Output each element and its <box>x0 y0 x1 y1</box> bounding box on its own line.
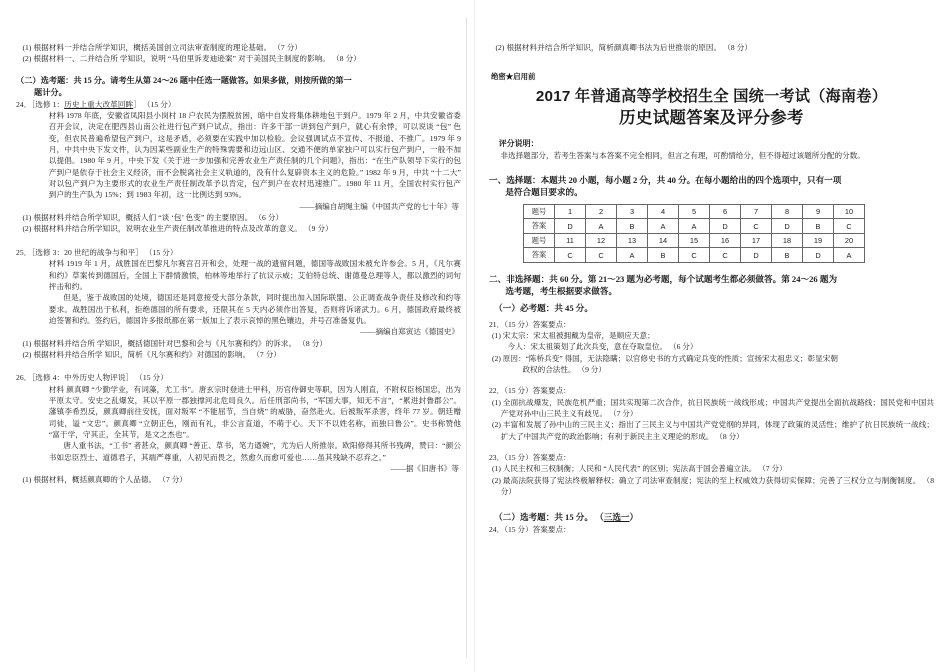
table-cell: C <box>710 248 741 263</box>
material-text-25-p1: 1919 年 1 月，战胜国在巴黎凡尔赛宫召开和会，处理一战的遗留问题，德国等战败国未被允许参会。5 月，《凡尔赛和约》草案传到德国后，全国上下群情激愤，柏林等地举行了抗议示威；艾伯特总统、谢德曼总理等人，都以激烈的词句抨击和约。 <box>48 259 461 291</box>
table-cell: 16 <box>710 233 741 248</box>
material-label-26: 材料 <box>48 384 65 394</box>
table-cell: 14 <box>648 233 679 248</box>
answer-table-wrapper <box>489 199 934 263</box>
table-cell: 12 <box>586 233 617 248</box>
answer-21-line4: 政权的合法性。 （9 分） <box>522 365 606 375</box>
optional-section-heading-line1: （二）选考题：共 15 分。请考生从第 24～26 题中任选一题做答。如果多做，则按所做的第一 <box>16 75 352 85</box>
optional-heading-suffix: ） <box>629 512 639 523</box>
answer-22-label: （15 分）答案要点： <box>504 386 571 396</box>
scoring-note-body: 非选择题部分，若考生答案与本答案不完全相同，但言之有理，可酌情给分，但不得超过该题所分配的分数。 <box>500 151 865 161</box>
table-cell: 11 <box>555 233 586 248</box>
question-25-source: ——摘编自郑寅达《德国史》 <box>360 327 459 337</box>
answer-21-line1: (1) 宋太宗：宋太祖被拥戴为皇帝，是顺应天意； <box>492 331 655 340</box>
table-cell: 15 <box>679 233 710 248</box>
question-25-material-p2: 但是，鉴于战败国的处境，德国还是同意接受大部分条款，同时提出加入国际联盟、公正调查战争责任及修改和约等要求。战胜国出于私利，拒绝德国的所有要求，还限其在 5 天内必须作出答复，否则将诉诸武力。6 月，德国政府最终被迫签署和约。签约后，德国许多报纸都在第一版加上了表示哀悼的黑色镶边，并号召准备复仇。 <box>48 293 461 325</box>
answer-23-header <box>489 452 934 463</box>
section-1-heading <box>489 174 934 199</box>
material-label-24: 材料 <box>48 111 65 121</box>
table-cell: C <box>834 219 865 234</box>
table-row-answers-2 <box>524 248 865 263</box>
answer-21-number: 21． <box>489 319 505 329</box>
question-25-number: 25． <box>16 247 32 257</box>
table-cell: C <box>555 248 586 263</box>
table-cell: D <box>710 219 741 234</box>
table-row-question-numbers-2 <box>524 233 865 248</box>
question-26-sub2: (2) 根据材料并结合所学知识，简析颜真卿书法为后世推崇的原因。 （8 分） <box>495 43 753 52</box>
exam-title-line2: 历史试题答案及评分参考 <box>619 109 804 128</box>
row-header-question: 题号 <box>524 233 555 248</box>
question-24-bracket-suffix: ］ （15 分） <box>133 99 176 109</box>
question-24-topic: 历史上重大改革回眸 <box>64 99 134 109</box>
table-cell: B <box>617 219 648 234</box>
answer-24-header <box>489 524 934 535</box>
table-row-question-numbers-1 <box>524 204 865 219</box>
answer-21-header <box>489 319 934 330</box>
table-cell: 20 <box>834 233 865 248</box>
exam-title-line1: 2017 年普通高等学校招生全 国统一考试（海南卷） <box>535 88 888 106</box>
answer-22-line2: (2) 丰富和发展了孙中山的三民主义；指出了三民主义与中国共产党党纲的异同，体现了政策的灵活性；维护了抗日民族统一战线；扩大了中国共产党的政治影响；有利于新民主主义理论的形成。 （8 分） <box>492 420 934 441</box>
table-row-answers-1 <box>524 219 865 234</box>
answer-24-number: 24． <box>489 525 505 535</box>
table-cell: 2 <box>586 204 617 219</box>
answer-22-line1: (1) 全面抗战爆发，民族危机严重；国共实现第二次合作，抗日民族统一战线形成；中国共产党提出全面抗战路线；国民党和中国共产党对孙中山三民主义有歧见。 （7 分） <box>492 397 934 419</box>
required-section-subheading: （一）必考题：共 45 分。 <box>494 303 593 314</box>
answer-21-line3: (2) 原因：“陈桥兵变” 得国，无法隐瞒；以官修史书的方式确定兵变的性质；宣扬宋太祖忠义；彰显宋朝 <box>492 353 838 363</box>
table-cell: 5 <box>679 204 710 219</box>
material-text-26-p1: 颜真卿 “少勤学业，有词藻，尤工书”。唐玄宗时登进士甲科，历官侍御史等职，因为人刚直，不附权臣杨国忠，出为平原太守。安史之乱爆发，其以平原一郡独撑河北危局良久。后任刑部尚书，“军国大事，知无不言”，“累进封鲁郡公”。藩镇李希烈反，颜真卿前往安抚，面对叛军 “不能屈节，当自烧” 的威胁，奋然赴火。后被叛军杀害，终年 77 岁。朝廷赠司徒，谥 “文忠”。颜真卿 “立朝正色，刚而有礼，非公言直道，不萌于心。天下不以姓名称，而独曰鲁公”。史书称赞他 “富于学，守其正，全其节，是文之杰也”。 <box>48 384 461 439</box>
question-25-material-p1 <box>49 258 461 292</box>
table-cell: 8 <box>772 204 803 219</box>
answer-22-number: 22． <box>489 386 505 396</box>
table-cell: A <box>586 219 617 234</box>
left-page-edge <box>466 18 467 658</box>
question-25-bracket: ［选修 3：20 世纪的战争与和平］ （15 分） <box>31 247 178 257</box>
table-cell: B <box>803 219 834 234</box>
question-25-sub1: (1) 根据材料并结合所 学知识，概括德国针对巴黎和会与《凡尔赛和约》的诉求。 （8 分） <box>22 338 328 348</box>
question-23-sub2: (2) 根据材料一、二并结合所 学知识，说明 “马伯里诉麦迪逊案” 对于美国民主制度的影响。 （8 分） <box>22 54 361 64</box>
optional-section-heading-line2: 题计分。 <box>34 87 67 97</box>
answer-21-line2: 今人：宋太祖策划了此次兵变，意在夺取皇位。 （6 分） <box>507 342 698 352</box>
section-1-heading-line2: 是符合题目要求的。 <box>505 187 583 198</box>
table-cell: 3 <box>617 204 648 219</box>
table-cell: A <box>834 248 865 263</box>
table-cell: 19 <box>803 233 834 248</box>
table-cell: 1 <box>555 204 586 219</box>
row-header-answer: 答案 <box>524 219 555 234</box>
question-25-header <box>16 247 461 258</box>
question-24-bracket-prefix: ［选修 1： <box>31 99 65 109</box>
table-cell: 18 <box>772 233 803 248</box>
question-24-material <box>49 110 461 201</box>
table-cell: 10 <box>834 204 865 219</box>
question-26-source: ——据《旧唐书》等 <box>390 464 459 473</box>
optional-heading-prefix: （二）选考题：共 15 分。 （ <box>494 512 604 523</box>
question-25-sub2: (2) 根据材料并结合所学 知识，简析《凡尔赛和约》对德国的影响。 （7 分） <box>22 349 282 359</box>
section-1-heading-line1: 一、选择题：本题共 20 小题，每小题 2 分，共 40 分。在每小题给出的四个选项中，只有一项 <box>489 174 842 185</box>
table-cell: 17 <box>741 233 772 248</box>
table-cell: A <box>648 219 679 234</box>
question-23-sub1: (1) 根据材料一并结合所学知识，概括美国创立司法审查制度的理论基础。 （7 分） <box>22 43 303 52</box>
row-header-question: 题号 <box>524 204 555 219</box>
question-26-header <box>16 372 461 383</box>
optional-section-heading <box>16 75 461 99</box>
section-2-heading-line2: 选考题，考生根据要求做答。 <box>505 286 618 297</box>
table-cell: A <box>679 219 710 234</box>
question-24-sub2: (2) 根据材料并结合所学知识，说明农业生产责任制改革推进的特点及改革的意义。 （9 分） <box>22 224 333 234</box>
question-26-sub1: (1) 根据材料，概括颜真卿的个人品德。 （7 分） <box>22 475 188 485</box>
section-2-heading-line1: 二、非选择题：共 60 分。第 21～23 题为必考题，每个试题考生都必须做答。第 24～26 题为 <box>489 273 838 284</box>
answer-23-line2: (2) 最高法院获得了宪法终极解释权；确立了司法审查制度；宪法的至上权威效力获得切实保障；完善了三权分立与制衡制度。 （8 分） <box>492 475 934 497</box>
table-cell: C <box>586 248 617 263</box>
question-26-bracket: ［选修 4：中外历史人物评说］ （15 分） <box>31 373 168 383</box>
table-cell: A <box>617 248 648 263</box>
answer-22-header <box>489 385 934 396</box>
table-cell: 4 <box>648 204 679 219</box>
table-cell: 6 <box>710 204 741 219</box>
answer-23-line1: (1) 人民主权和三权制衡；人民和 “人民代表” 的区别；宪法高于国会普遍立法。 （7 分） <box>492 464 787 474</box>
optional-section-heading-right <box>489 511 934 524</box>
table-cell: 13 <box>617 233 648 248</box>
question-24-header <box>16 99 461 110</box>
table-cell: C <box>679 248 710 263</box>
answer-24-label: （15 分）答案要点： <box>504 525 571 535</box>
answer-21-label: （15 分）答案要点： <box>504 319 571 329</box>
section-2-heading <box>489 273 934 298</box>
table-cell: D <box>772 219 803 234</box>
answer-23-number: 23． <box>489 453 505 463</box>
question-26-material-p1 <box>49 384 461 441</box>
question-24-sub1: (1) 根据材料并结合所学知识，概括人们 “谈 ‘包’ 色变” 的主要原因。 （6 分） <box>22 213 284 223</box>
row-header-answer: 答案 <box>524 248 555 263</box>
table-cell: B <box>648 248 679 263</box>
table-cell: B <box>772 248 803 263</box>
table-cell: D <box>741 248 772 263</box>
right-page <box>475 0 950 672</box>
material-text-24: 1978 年底，安徽省凤阳县小岗村 18 户农民为摆脱贫困，暗中自发将集体耕地包干到户。1979 年 2 月，中共安徽省委召开会议，决定在肥西县山南公社进行包产到户试点，指出：许多干部一讲到包产到户，就心有余悸，可以说谈 “包” 色变，但农民普遍希望包产到户，这是矛盾，必须要在实践中加以检验。会议强调试点不宣传、不报道、不推广。1979 年 9 月，中共中央下发文件，认为因某些副业生产的特殊需要和边远山区、交通不便的单家独户可以实行包产到户，一般不加以提倡。1980 年 9 月，中央下发《关于进一步加强和完善农业生产责任制的几个问题》，指出：“在生产队领导下实行的包产到户是依存于社会主义经济，而不会脱离社会主义轨道的，没有什么复辟资本主义的危险。” 1982 年 9 月，中共 “十二大” 对以包产到户为主要形式的农业生产责任制改革予以肯定，包产到户在农村迅速推广。1980 年 11 月，全国农村实行包产到户的生产队为 15%；到 1983 年初，这一比例达到 93%。 <box>48 111 461 200</box>
question-26-material-p2: 唐人重书法，“工书” 者甚众，颜真卿 “善正、草书，笔力遒婉”，尤为后人所推崇。欧阳修得其所书残碑，赞曰：“颜公书如忠臣烈士、道德君子，其端严尊重，人初见而畏之，然愈久而愈可爱也……虽其残缺不忍弃之。” <box>48 441 461 462</box>
question-24-number: 24． <box>16 99 32 109</box>
material-label-25: 材料 <box>48 259 65 269</box>
scoring-note-heading: 评分说明： <box>498 139 539 149</box>
optional-heading-choose-one: 三选一 <box>603 512 630 523</box>
table-cell: D <box>555 219 586 234</box>
table-cell: C <box>741 219 772 234</box>
table-cell: D <box>803 248 834 263</box>
answer-key-table <box>523 204 865 263</box>
question-26-number: 26． <box>16 373 32 383</box>
table-cell: 9 <box>803 204 834 219</box>
secret-mark: 绝密★启用前 <box>491 72 536 82</box>
answer-23-label: （15 分）答案要点： <box>504 453 571 463</box>
table-cell: 7 <box>741 204 772 219</box>
question-24-source: ——摘编自胡绳主编《中国共产党的七十年》等 <box>299 201 459 211</box>
